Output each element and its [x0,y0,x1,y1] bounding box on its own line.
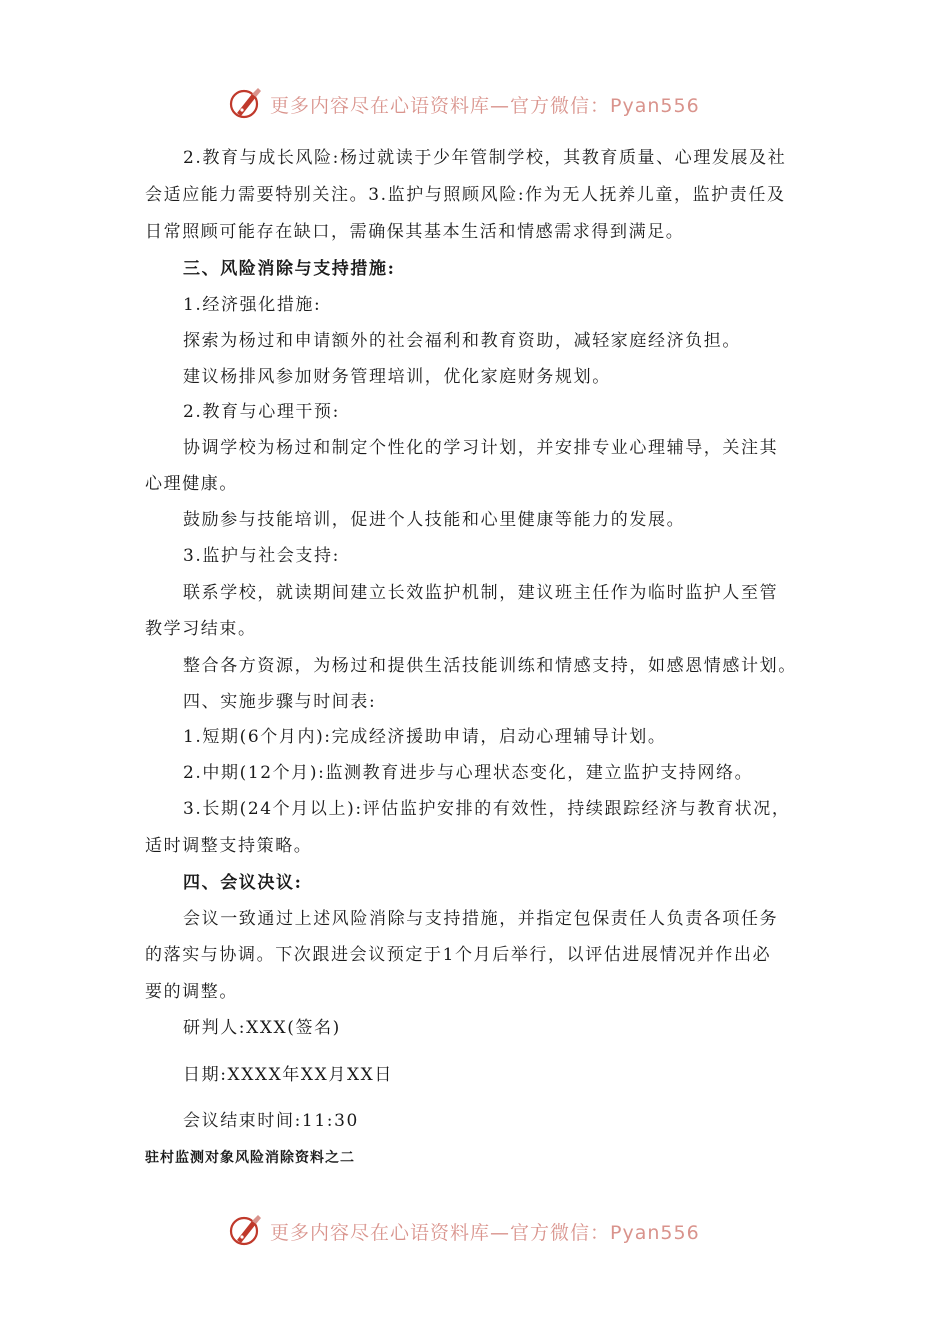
paragraph-line: 建议杨排风参加财务管理培训，优化家庭财务规划。 [183,367,611,387]
signature-line: 研判人:XXX(签名) [183,1018,341,1038]
paragraph-line: 协调学校为杨过和制定个性化的学习计划，并安排专业心理辅导，关注其 [183,438,779,458]
pen-nib-logo-icon [228,1213,264,1249]
section-heading: 四、实施步骤与时间表: [183,692,377,712]
paragraph-line: 适时调整支持策略。 [145,836,313,856]
paragraph-line: 鼓励参与技能培训，促进个人技能和心里健康等能力的发展。 [183,510,686,530]
end-time-line: 会议结束时间:11:30 [183,1111,359,1131]
watermark-banner-top [228,84,700,124]
paragraph-line: 3.长期(24个月以上):评估监护安排的有效性，持续跟踪经济与教育状况， [183,799,791,819]
paragraph-line: 1.短期(6个月内):完成经济援助申请，启动心理辅导计划。 [183,727,667,747]
paragraph-line: 教学习结束。 [145,619,257,639]
watermark-text: 更多内容尽在心语资料库—官方微信：Pyan556 [270,1221,700,1244]
paragraph-line: 联系学校，就读期间建立长效监护机制，建议班主任作为临时监护人至管 [183,583,779,603]
section-heading: 四、会议决议: [183,873,303,893]
date-line: 日期:XXXX年XX月XX日 [183,1065,393,1085]
watermark-banner-bottom [228,1211,700,1251]
pen-nib-logo-icon [228,86,264,122]
paragraph-line: 日常照顾可能存在缺口，需确保其基本生活和情感需求得到满足。 [145,222,685,242]
paragraph-line: 会适应能力需要特别关注。3.监护与照顾风险:作为无人抚养儿童，监护责任及 [145,185,786,205]
paragraph-line: 探索为杨过和申请额外的社会福利和教育资助，减轻家庭经济负担。 [183,331,741,351]
subheading: 3.监护与社会支持: [183,546,340,566]
paragraph-line: 2.中期(12个月):监测教育进步与心理状态变化，建立监护支持网络。 [183,763,754,783]
paragraph-line: 的落实与协调。下次跟进会议预定于1个月后举行，以评估进展情况并作出必 [145,945,772,965]
watermark-text: 更多内容尽在心语资料库—官方微信：Pyan556 [270,94,700,117]
section-heading: 三、风险消除与支持措施: [183,259,396,279]
paragraph-line: 要的调整。 [145,982,238,1002]
subheading: 1.经济强化措施: [183,295,322,315]
document-subtitle: 驻村监测对象风险消除资料之二 [145,1150,355,1166]
paragraph-line: 会议一致通过上述风险消除与支持措施，并指定包保责任人负责各项任务 [183,909,779,929]
paragraph-line: 2.教育与成长风险:杨过就读于少年管制学校，其教育质量、心理发展及社 [183,148,787,168]
paragraph-line: 整合各方资源，为杨过和提供生活技能训练和情感支持，如感恩情感计划。 [183,656,797,676]
paragraph-line: 心理健康。 [145,474,238,494]
subheading: 2.教育与心理干预: [183,402,340,422]
